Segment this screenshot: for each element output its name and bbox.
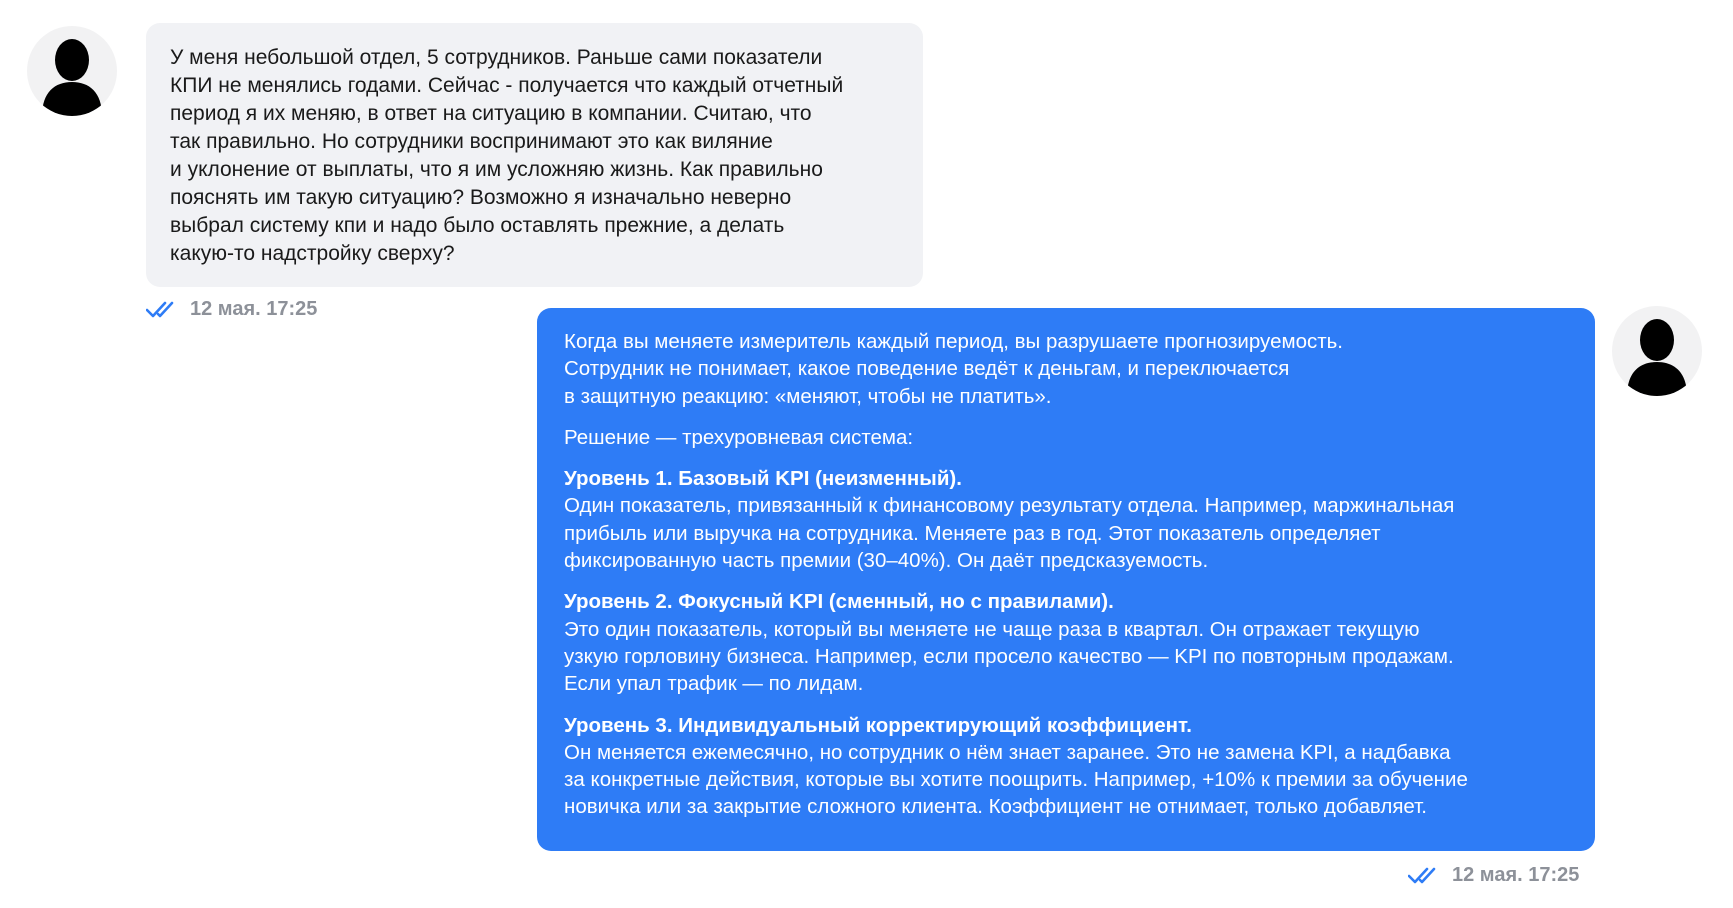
incoming-message-bubble	[146, 23, 923, 287]
level-1-paragraph	[564, 465, 1569, 574]
level-2-paragraph	[564, 588, 1569, 697]
message-line: за конкретные действия, которые вы хотите поощрить. Например, +10% к премии за обучение	[564, 768, 1468, 792]
message-line: Когда вы меняете измеритель каждый период, вы разрушаете прогнозируемость.	[564, 330, 1343, 353]
double-check-icon	[1408, 867, 1440, 885]
message-timestamp: 12 мая. 17:25	[190, 298, 318, 320]
double-check-icon	[146, 301, 178, 319]
person-silhouette-icon	[27, 26, 117, 116]
message-line: и уклонение от выплаты, что я им усложняю жизнь. Как правильно	[170, 158, 823, 181]
message-line: фиксированную часть премии (30–40%). Он даёт предсказуемость.	[564, 549, 1209, 573]
reply-avatar[interactable]	[1612, 306, 1702, 396]
level-title: Уровень 1. Базовый KPI (неизменный).	[564, 467, 962, 491]
solution-paragraph	[564, 424, 1569, 451]
outgoing-message-bubble	[537, 308, 1595, 851]
message-line: узкую горловину бизнеса. Например, если просело качество — KPI по повторным продажам.	[564, 644, 1454, 668]
sender-avatar[interactable]	[27, 26, 117, 116]
message-line: У меня небольшой отдел, 5 сотрудников. Раньше сами показатели	[170, 46, 823, 69]
message-line: Решение — трехуровневая система:	[564, 425, 914, 449]
message-line: период я их меняю, в ответ на ситуацию в компании. Считаю, что	[170, 102, 812, 125]
message-line: так правильно. Но сотрудники воспринимают это как виляние	[170, 130, 773, 153]
intro-paragraph	[564, 328, 1569, 410]
message-line: в защитную реакцию: «меняют, чтобы не платить».	[564, 384, 1052, 408]
message-line: Если упал трафик — по лидам.	[564, 672, 864, 696]
message-timestamp: 12 мая. 17:25	[1452, 864, 1580, 886]
level-title: Уровень 2. Фокусный KPI (сменный, но с правилами).	[564, 590, 1114, 614]
message-line: Сотрудник не понимает, какое поведение ведёт к деньгам, и переключается	[564, 357, 1290, 381]
level-title: Уровень 3. Индивидуальный корректирующий коэффициент.	[564, 713, 1192, 737]
message-line: пояснять им такую ситуацию? Возможно я изначально неверно	[170, 186, 792, 209]
level-3-paragraph	[564, 712, 1569, 821]
message-line: какую-то надстройку сверху?	[170, 242, 455, 265]
message-line: прибыль или выручка на сотрудника. Меняете раз в год. Этот показатель определяет	[564, 521, 1381, 545]
message-line: выбрал систему кпи и надо было оставлять прежние, а делать	[170, 214, 785, 237]
message-line: Это один показатель, который вы меняете не чаще раза в квартал. Он отражает текущую	[564, 617, 1420, 641]
message-line: Один показатель, привязанный к финансовому результату отдела. Например, маржинальная	[564, 494, 1455, 518]
message-line: новичка или за закрытие сложного клиента. Коэффициент не отнимает, только добавляет.	[564, 795, 1427, 819]
message-line: КПИ не менялись годами. Сейчас - получается что каждый отчетный	[170, 74, 844, 97]
outgoing-message-meta	[1408, 864, 1579, 887]
incoming-message-meta	[146, 298, 317, 321]
person-silhouette-icon	[1612, 306, 1702, 396]
message-line: Он меняется ежемесячно, но сотрудник о нём знает заранее. Это не замена KPI, а надбавка	[564, 740, 1451, 764]
